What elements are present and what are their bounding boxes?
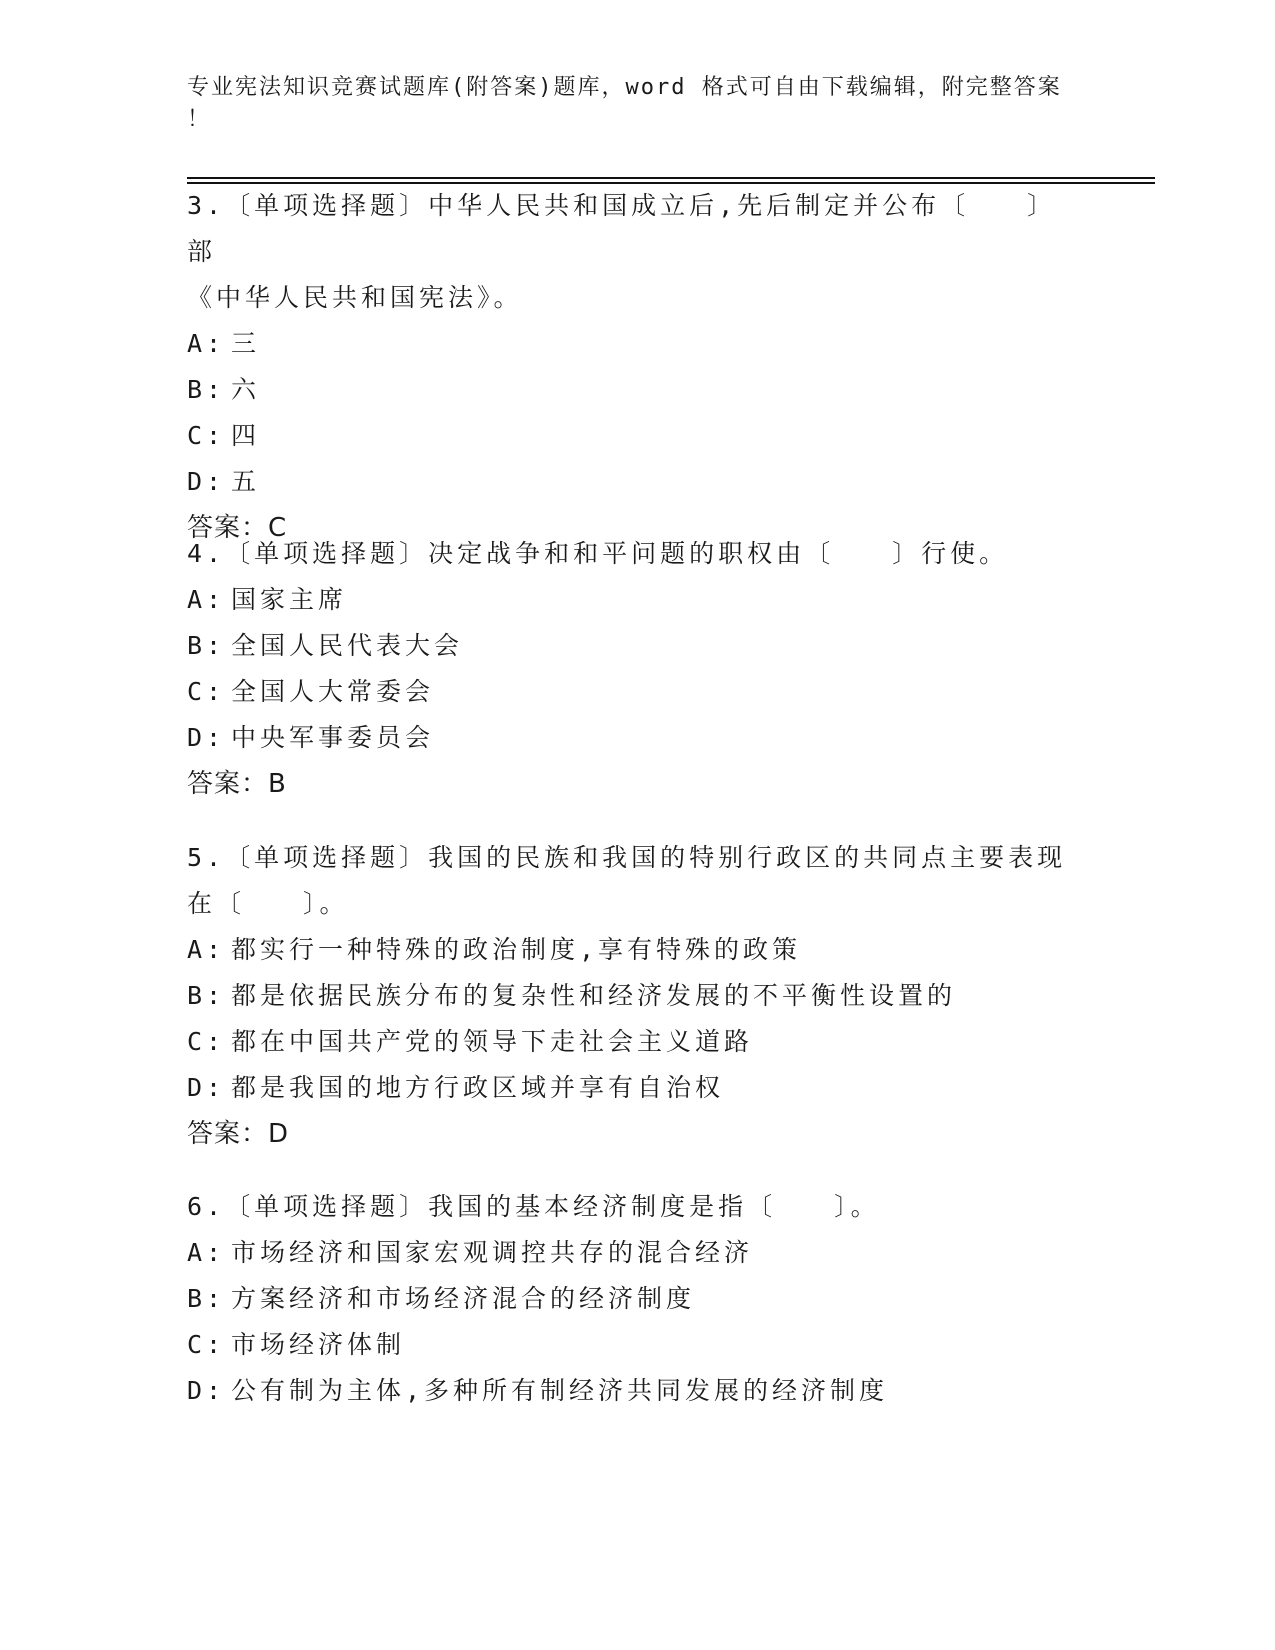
option-text: 都是依据民族分布的复杂性和经济发展的不平衡性设置的 bbox=[231, 981, 957, 1010]
option-text: 五 bbox=[231, 467, 261, 496]
option-a bbox=[187, 321, 1067, 367]
option-text: 方案经济和市场经济混合的经济制度 bbox=[231, 1284, 696, 1313]
option-key: A: bbox=[187, 1238, 226, 1267]
option-b bbox=[187, 973, 1067, 1019]
option-a bbox=[187, 927, 1067, 973]
option-key: C: bbox=[187, 421, 226, 450]
option-text: 市场经济体制 bbox=[231, 1330, 406, 1359]
option-a bbox=[187, 1230, 1067, 1276]
option-d bbox=[187, 715, 1067, 761]
option-key: D: bbox=[187, 1073, 226, 1102]
option-text: 三 bbox=[231, 329, 261, 358]
option-text: 都实行一种特殊的政治制度,享有特殊的政策 bbox=[231, 935, 802, 964]
question-stem-line-1: 6.〔单项选择题〕我国的基本经济制度是指〔 〕。 bbox=[187, 1192, 880, 1221]
option-key: A: bbox=[187, 329, 226, 358]
header-divider-top bbox=[187, 177, 1155, 179]
option-key: D: bbox=[187, 467, 226, 496]
answer-line: 答案：D bbox=[187, 1119, 290, 1149]
option-key: B: bbox=[187, 631, 226, 660]
option-key: C: bbox=[187, 1330, 226, 1359]
question-stem-line-1: 5.〔单项选择题〕我国的民族和我国的特别行政区的共同点主要表现 bbox=[187, 843, 1067, 872]
option-text: 全国人大常委会 bbox=[231, 677, 435, 706]
question-stem-line-1: 4.〔单项选择题〕决定战争和和平问题的职权由〔 〕行使。 bbox=[187, 539, 1009, 568]
option-key: B: bbox=[187, 1284, 226, 1313]
option-text: 都在中国共产党的领导下走社会主义道路 bbox=[231, 1027, 754, 1056]
header-title-line-2: ！ bbox=[187, 107, 212, 132]
question-6 bbox=[187, 1184, 1067, 1414]
option-b bbox=[187, 623, 1067, 669]
option-d bbox=[187, 1368, 1067, 1414]
option-c bbox=[187, 1322, 1067, 1368]
option-text: 四 bbox=[231, 421, 261, 450]
answer-line: 答案：C bbox=[187, 513, 288, 543]
option-key: C: bbox=[187, 677, 226, 706]
option-a bbox=[187, 577, 1067, 623]
question-stem-line-2: 在〔 〕。 bbox=[187, 889, 349, 918]
option-text: 都是我国的地方行政区域并享有自治权 bbox=[231, 1073, 725, 1102]
option-key: D: bbox=[187, 723, 226, 752]
option-text: 中央军事委员会 bbox=[231, 723, 435, 752]
option-c bbox=[187, 413, 1067, 459]
option-key: B: bbox=[187, 375, 226, 404]
option-b bbox=[187, 1276, 1067, 1322]
answer-line: 答案：B bbox=[187, 769, 287, 799]
option-d bbox=[187, 459, 1067, 505]
option-b bbox=[187, 367, 1067, 413]
question-stem-line-2: 《中华人民共和国宪法》。 bbox=[187, 283, 523, 312]
option-key: A: bbox=[187, 585, 226, 614]
option-c bbox=[187, 1019, 1067, 1065]
option-text: 市场经济和国家宏观调控共存的混合经济 bbox=[231, 1238, 754, 1267]
option-key: D: bbox=[187, 1376, 226, 1405]
question-stem-line-1: 3.〔单项选择题〕中华人民共和国成立后,先后制定并公布〔 〕部 bbox=[187, 191, 1057, 266]
option-text: 公有制为主体,多种所有制经济共同发展的经济制度 bbox=[231, 1376, 889, 1405]
question-5 bbox=[187, 835, 1067, 1157]
option-text: 全国人民代表大会 bbox=[231, 631, 464, 660]
option-key: A: bbox=[187, 935, 226, 964]
question-4 bbox=[187, 531, 1067, 807]
document-header bbox=[187, 72, 1067, 136]
header-title-line-1: 专业宪法知识竞赛试题库(附答案)题库，word 格式可自由下载编辑，附完整答案 bbox=[187, 75, 1062, 100]
option-text: 六 bbox=[231, 375, 261, 404]
option-key: B: bbox=[187, 981, 226, 1010]
question-3 bbox=[187, 183, 1067, 551]
option-text: 国家主席 bbox=[231, 585, 348, 614]
option-d bbox=[187, 1065, 1067, 1111]
option-key: C: bbox=[187, 1027, 226, 1056]
option-c bbox=[187, 669, 1067, 715]
